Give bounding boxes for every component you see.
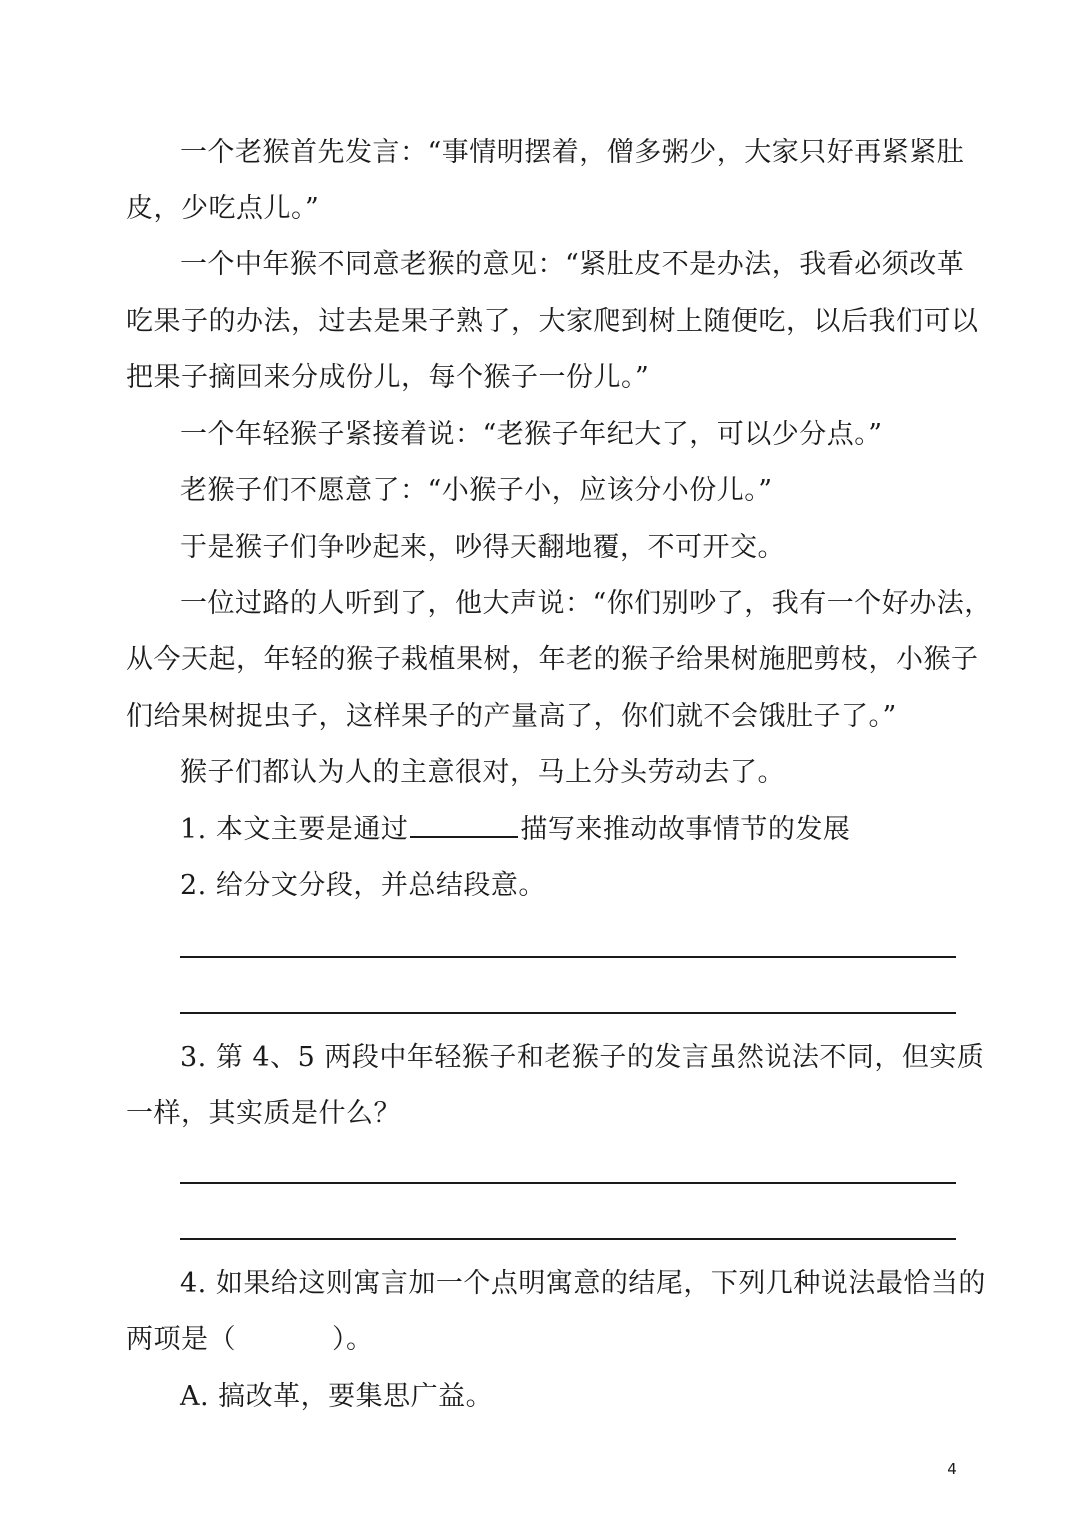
paragraph-line: 一位过路的人听到了，他大声说：“你们别吵了，我有一个好办法，: [180, 588, 992, 619]
paragraph-line: 于是猴子们争吵起来，吵得天翻地覆，不可开交。: [180, 532, 785, 563]
paragraph-line: 吃果子的办法，过去是果子熟了，大家爬到树上随便吃，以后我们可以: [126, 306, 979, 337]
question-4-paren-close: ）。: [332, 1324, 374, 1355]
answer-line[interactable]: [180, 1012, 956, 1014]
paragraph-line: 把果子摘回来分成份儿，每个猴子一份儿。”: [126, 362, 650, 393]
answer-line[interactable]: [180, 956, 956, 958]
question-1-blank[interactable]: [410, 810, 518, 838]
paragraph-line: 猴子们都认为人的主意很对，马上分头劳动去了。: [180, 757, 785, 788]
paragraph-line: 一个年轻猴子紧接着说：“老猴子年纪大了，可以少分点。”: [180, 419, 883, 450]
paragraph-line: 皮，少吃点儿。”: [126, 193, 320, 224]
page-number: 4: [947, 1460, 957, 1478]
question-4-paren-open: 两项是（: [126, 1324, 236, 1355]
question-1-text-after: 描写来推动故事情节的发展: [520, 814, 851, 845]
answer-line[interactable]: [180, 1182, 956, 1184]
question-2: 2. 给分文分段，并总结段意。: [180, 870, 546, 901]
paragraph-line: 老猴子们不愿意了：“小猴子小，应该分小份儿。”: [180, 475, 773, 506]
answer-line[interactable]: [180, 1238, 956, 1240]
question-4-line: 4. 如果给这则寓言加一个点明寓意的结尾，下列几种说法最恰当的: [180, 1268, 986, 1299]
question-3-line: 一样，其实质是什么？: [126, 1098, 401, 1129]
paragraph-line: 从今天起，年轻的猴子栽植果树，年老的猴子给果树施肥剪枝，小猴子: [126, 644, 979, 675]
question-1: [180, 810, 956, 850]
paragraph-line: 们给果树捉虫子，这样果子的产量高了，你们就不会饿肚子了。”: [126, 701, 897, 732]
question-4-line: [126, 1320, 956, 1360]
paragraph-line: 一个中年猴不同意老猴的意见：“紧肚皮不是办法，我看必须改革: [180, 249, 965, 280]
option-a: A. 搞改革，要集思广益。: [180, 1381, 494, 1412]
question-3-line: 3. 第 4、5 两段中年轻猴子和老猴子的发言虽然说法不同，但实质: [180, 1042, 985, 1073]
paragraph-line: 一个老猴首先发言：“事情明摆着，僧多粥少，大家只好再紧紧肚: [180, 137, 965, 168]
question-1-text-before: 1. 本文主要是通过: [180, 814, 409, 845]
